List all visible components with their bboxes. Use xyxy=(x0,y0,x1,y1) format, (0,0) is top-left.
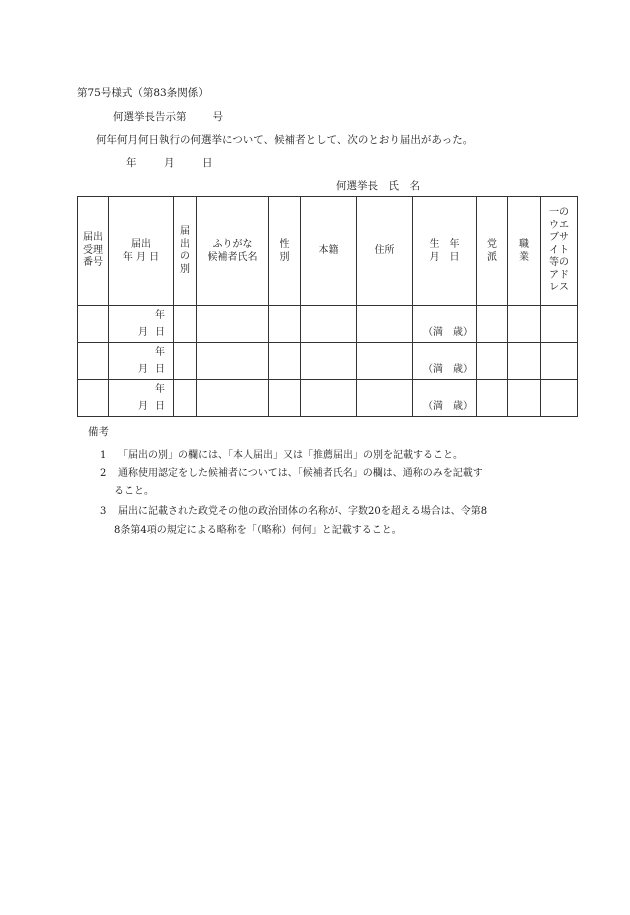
filing-table xyxy=(77,196,578,417)
notice-number xyxy=(113,109,223,124)
header-sex: 性 別 xyxy=(269,197,301,306)
remark-item-2: 2 通称使用認定をした候補者については、「候補者氏名」の欄は、通称のみを記載す xyxy=(100,468,483,479)
cell-birth-date: （満 歳） xyxy=(413,306,477,343)
cell-address xyxy=(357,380,413,417)
cell-candidate-name xyxy=(197,306,269,343)
remark-item-3: 3 届出に記載された政党その他の政治団体の名称が、字数20を超える場合は、令第8 xyxy=(100,506,488,517)
cell-website xyxy=(541,380,578,417)
cell-birth-date: （満 歳） xyxy=(413,380,477,417)
cell-filing-date: 年 月 日 xyxy=(109,343,174,380)
table-header-row xyxy=(78,197,578,306)
table-row xyxy=(78,380,578,417)
cell-sex xyxy=(269,380,301,417)
cell-address xyxy=(357,306,413,343)
header-website: 一の ウエ ブサ イト 等の アド レス xyxy=(541,197,578,306)
cell-filing-type xyxy=(174,380,197,417)
header-filing-type: 届 出 の 別 xyxy=(174,197,197,306)
cell-filing-date: 年 月 日 xyxy=(109,380,174,417)
header-filing-date: 届出 年 月 日 xyxy=(109,197,174,306)
cell-receipt-no xyxy=(78,306,109,343)
cell-birth-date: （満 歳） xyxy=(413,343,477,380)
cell-sex xyxy=(269,343,301,380)
cell-candidate-name xyxy=(197,343,269,380)
cell-domicile xyxy=(301,343,357,380)
header-birth-date: 生 年 月 日 xyxy=(413,197,477,306)
remark-item-3-continuation: 8条第4項の規定による略称を「（略称）何何」と記載すること。 xyxy=(114,525,402,536)
cell-candidate-name xyxy=(197,380,269,417)
cell-occupation xyxy=(508,343,541,380)
cell-filing-type xyxy=(174,343,197,380)
table-row xyxy=(78,343,578,380)
cell-party xyxy=(477,306,508,343)
cell-occupation xyxy=(508,306,541,343)
table-row xyxy=(78,306,578,343)
cell-address xyxy=(357,343,413,380)
cell-domicile xyxy=(301,380,357,417)
cell-sex xyxy=(269,306,301,343)
cell-website xyxy=(541,306,578,343)
cell-domicile xyxy=(301,306,357,343)
form-title: 第75号様式（第83条関係） xyxy=(77,87,209,99)
cell-party xyxy=(477,343,508,380)
signature-line: 何選挙長 氏 名 xyxy=(336,180,420,192)
cell-receipt-no xyxy=(78,380,109,417)
remark-item-2-continuation: ること。 xyxy=(114,486,154,497)
header-occupation: 職 業 xyxy=(508,197,541,306)
remarks-title: 備考 xyxy=(88,426,109,438)
date-day: 日 xyxy=(202,157,213,169)
header-party: 党 派 xyxy=(477,197,508,306)
date-month: 月 xyxy=(164,157,175,169)
header-candidate-name: ふりがな 候補者氏名 xyxy=(197,197,269,306)
cell-website xyxy=(541,343,578,380)
remark-item-1: 1 「届出の別」の欄には、「本人届出」又は「推薦届出」の別を記載すること。 xyxy=(100,450,463,461)
cell-party xyxy=(477,380,508,417)
header-domicile: 本籍 xyxy=(301,197,357,306)
header-receipt-no: 届出 受理 番号 xyxy=(78,197,109,306)
header-address: 住所 xyxy=(357,197,413,306)
cell-occupation xyxy=(508,380,541,417)
notice-prefix: 何選挙長告示第 xyxy=(113,111,187,123)
date-year: 年 xyxy=(126,157,137,169)
date-line xyxy=(126,155,213,170)
body-text: 何年何月何日執行の何選挙について、候補者として、次のとおり届出があった。 xyxy=(96,134,474,146)
cell-receipt-no xyxy=(78,343,109,380)
cell-filing-type xyxy=(174,306,197,343)
notice-suffix: 号 xyxy=(212,111,223,123)
cell-filing-date: 年 月 日 xyxy=(109,306,174,343)
